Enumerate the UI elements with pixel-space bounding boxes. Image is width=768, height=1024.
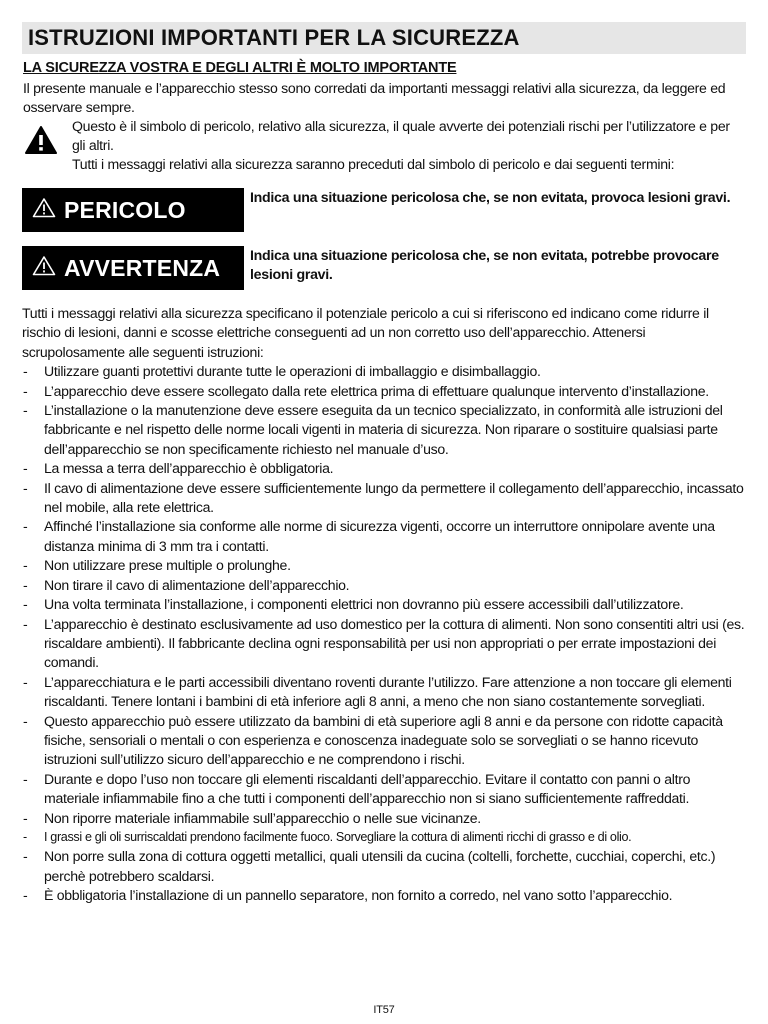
list-item: - L’installazione o la manutenzione deve essere eseguita da un tecnico specializzato, in conformità alle istruzioni del fabbricante e nel rispetto delle norme locali vigenti in materia di sicurezza. Non riparare o sostituire qualsiasi parte dell’apparecchio se non specificamente richiesto nel manuale d’uso. bbox=[22, 401, 746, 459]
alert-danger-label: PERICOLO bbox=[64, 196, 186, 223]
safety-page bbox=[22, 22, 746, 906]
list-item: - Questo apparecchio può essere utilizzato da bambini di età superiore agli 8 anni e da persone con ridotte capacità fisiche, sensoriali o mentali o con esperienza e conoscenza inadeguate solo se sorvegliati o se hanno ricevuto istruzioni sull’utilizzo sicuro dell’apparecchio e ne comprendono i rischi. bbox=[22, 712, 746, 770]
symbol-line-1: Questo è il simbolo di pericolo, relativo alla sicurezza, il quale avverte dei potenziali rischi per l’utilizzatore e per gli altri. bbox=[72, 118, 730, 153]
intro-paragraph: Il presente manuale e l’apparecchio stesso sono corredati da importanti messaggi relativi alla sicurezza, da leggere ed osservare sempre. bbox=[23, 80, 726, 115]
list-item: - Non porre sulla zona di cottura oggetti metallici, quali utensili da cucina (coltelli, forchette, cucchiai, coperchi, etc.) perchè potrebbero scaldarsi. bbox=[22, 847, 746, 886]
list-item: - Il cavo di alimentazione deve essere sufficientemente lungo da permettere il collegamento dell’apparecchio, incassato nel mobile, alla rete elettrica. bbox=[22, 479, 746, 518]
page-title: ISTRUZIONI IMPORTANTI PER LA SICUREZZA bbox=[28, 25, 520, 50]
alert-warning-description: Indica una situazione pericolosa che, se non evitata, potrebbe provocare lesioni gravi. bbox=[250, 248, 719, 283]
symbol-line-2: Tutti i messaggi relativi alla sicurezza saranno preceduti dal simbolo di pericolo e dai seguenti termini: bbox=[72, 156, 675, 172]
alert-danger bbox=[22, 188, 746, 232]
warning-triangle-icon bbox=[22, 117, 72, 174]
list-item: - Una volta terminata l’installazione, i componenti elettrici non dovranno più essere accessibili dall’utilizzatore. bbox=[22, 595, 746, 614]
list-item: - L’apparecchiatura e le parti accessibili diventano roventi durante l’utilizzo. Fare attenzione a non toccare gli elementi riscaldanti. Tenere lontani i bambini di età inferiore agli 8 anni, a meno che non siano costantemente sorvegliati. bbox=[22, 673, 746, 712]
section-subtitle: LA SICUREZZA VOSTRA E DEGLI ALTRI È MOLTO IMPORTANTE bbox=[23, 60, 457, 76]
list-item: - La messa a terra dell’apparecchio è obbligatoria. bbox=[22, 459, 746, 478]
alert-warning-label: AVVERTENZA bbox=[64, 254, 221, 281]
instructions-list bbox=[22, 362, 746, 905]
page-number: IT57 bbox=[373, 1004, 395, 1016]
alert-warning bbox=[22, 246, 746, 290]
instructions-intro: Tutti i messaggi relativi alla sicurezza specificano il potenziale pericolo a cui si riferiscono ed indicano come ridurre il rischio di lesioni, danni e scosse elettriche conseguenti ad un non corretto uso dell’apparecchio. Attenersi scrupolosamente alle seguenti istruzioni: bbox=[22, 305, 709, 360]
list-item: - Non riporre materiale infiammabile sull’apparecchio o nelle sue vicinanze. bbox=[22, 809, 746, 828]
alert-danger-description: Indica una situazione pericolosa che, se non evitata, provoca lesioni gravi. bbox=[250, 190, 731, 206]
symbol-description bbox=[72, 117, 746, 174]
title-bar bbox=[22, 22, 746, 54]
alert-warning-label-box bbox=[22, 246, 244, 290]
list-item: - L’apparecchio deve essere scollegato dalla rete elettrica prima di effettuare qualunque intervento d’installazione. bbox=[22, 382, 746, 401]
warning-outline-icon bbox=[32, 255, 56, 281]
list-item: - I grassi e gli oli surriscaldati prendono facilmente fuoco. Sorvegliare la cottura di alimenti ricchi di grasso e di olio. bbox=[22, 828, 746, 847]
list-item: - Utilizzare guanti protettivi durante tutte le operazioni di imballaggio e disimballaggio. bbox=[22, 362, 746, 381]
alert-danger-label-box bbox=[22, 188, 244, 232]
list-item: - Durante e dopo l’uso non toccare gli elementi riscaldanti dell’apparecchio. Evitare il contatto con panni o altro materiale infiammabile fino a che tutti i componenti dell’apparecchio non si siano sufficientemente raffreddati. bbox=[22, 770, 746, 809]
list-item: - Non utilizzare prese multiple o prolunghe. bbox=[22, 556, 746, 575]
danger-symbol-note bbox=[22, 117, 746, 174]
list-item: - Affinché l’installazione sia conforme alle norme di sicurezza vigenti, occorre un interruttore onnipolare avente una distanza minima di 3 mm tra i contatti. bbox=[22, 517, 746, 556]
list-item: - È obbligatoria l’installazione di un pannello separatore, non fornito a corredo, nel vano sotto l’apparecchio. bbox=[22, 886, 746, 905]
list-item: - L’apparecchio è destinato esclusivamente ad uso domestico per la cottura di alimenti. Non sono consentiti altri usi (es. riscaldare ambienti). Il fabbricante declina ogni responsabilità per usi non appropriati o per errate impostazioni dei comandi. bbox=[22, 615, 746, 673]
list-item: - Non tirare il cavo di alimentazione dell’apparecchio. bbox=[22, 576, 746, 595]
warning-outline-icon bbox=[32, 197, 56, 223]
